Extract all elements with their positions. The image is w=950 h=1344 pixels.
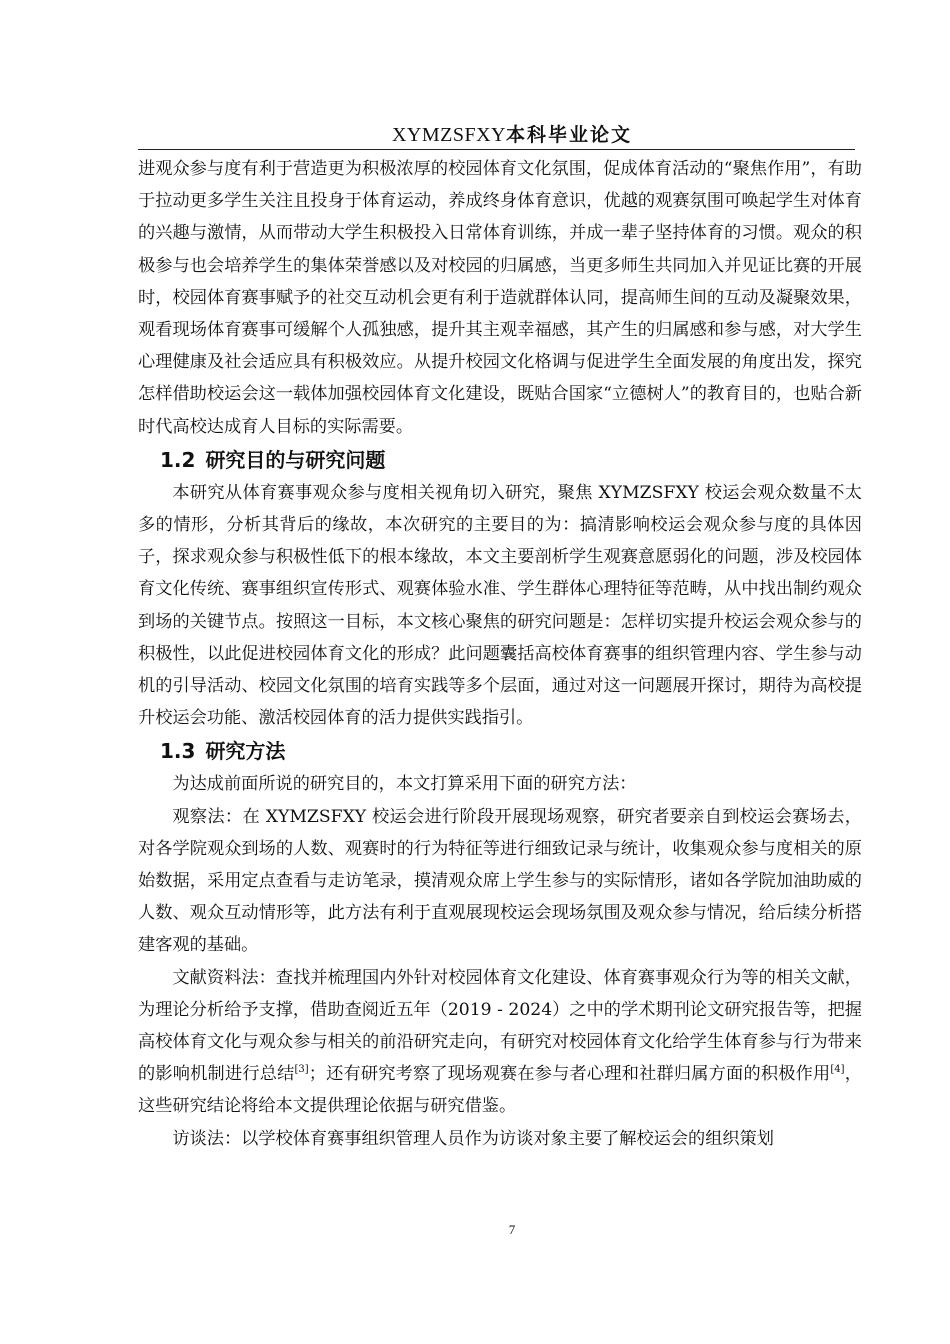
paragraph-methods-intro: 为达成前面所说的研究目的，本文打算采用下面的研究方法： (172, 774, 637, 795)
paragraph-interview-method: 访谈法：以学校体育赛事组织管理人员作为访谈对象主要了解校运会的组织策划 (172, 1128, 774, 1149)
section-title: 研究目的与研究问题 (205, 447, 386, 472)
header-title-latin: XYMZSFXY (391, 124, 506, 146)
section-title: 研究方法 (205, 739, 286, 764)
paragraph-research-purpose: 本研究从体育赛事观众参与度相关视角切入研究，聚焦 XYMZSFXY 校运会观众数量不太多的情形，分析其背后的缘故，本次研究的主要目的为：搞清影响校运会观众参与度的具体因子，探求观众参与积极性低下的根本缘故，本文主要剖析学生观赛意愿弱化的问题，涉及校园体育文化传统、赛事组织宣传形式、观赛体验水准、学生群体心理特征等范畴，从中找出制约观众到场的关键节点。按照这一目标，本文核心聚焦的研究问题是：怎样切实提升校运会观众参与的积极性，以此促进校园体育文化的形成？此问题囊括高校体育赛事的组织管理内容、学生参与动机的引导活动、校园文化氛围的培育实践等多个层面，通过对这一问题展开探讨，期待为高校提升校运会功能、激活校园体育的活力提供实践指引。 (138, 482, 862, 729)
paragraph-literature-method (138, 962, 862, 1123)
text-segment: ，这些研究结论将给本文提供理论依据与研究借鉴。 (138, 1064, 862, 1117)
section-number: 1.2 (160, 447, 196, 472)
page-header (0, 120, 950, 147)
body-text (138, 153, 862, 1155)
citation-ref: [4] (830, 1063, 845, 1075)
paragraph-observation-method: 观察法：在 XYMZSFXY 校运会进行阶段开展现场观察，研究者要亲自到校运会赛场去，对各学院观众到场的人数、观赛时的行为特征等进行细致记录与统计，收集观众参与度相关的原始数据，采用定点查看与走访笔录，摸清观众席上学生参与的实际情形，诸如各学院加油助威的人数、观众互动情形等，此方法有利于直观展现校运会现场氛围及观众参与情况，给后续分析搭建客观的基础。 (138, 806, 862, 956)
section-number: 1.3 (160, 739, 196, 764)
header-title-cn: 本科毕业论文 (506, 124, 633, 146)
section-heading-1-2 (160, 443, 862, 477)
header-divider (138, 149, 855, 150)
page-number: 7 (508, 1222, 516, 1237)
citation-ref: [3] (294, 1063, 309, 1075)
text-segment: ；还有研究考察了现场观赛在参与者心理和社群归属方面的积极作用 (308, 1064, 831, 1085)
paragraph-continued: 进观众参与度有利于营造更为积极浓厚的校园体育文化氛围，促成体育活动的“聚焦作用”，有助于拉动更多学生关注且投身于体育运动，养成终身体育意识，优越的观赛氛围可唤起学生对体育的兴趣与激情，从而带动大学生积极投入日常体育训练，并成一辈子坚持体育的习惯。观众的积极参与也会培养学生的集体荣誉感以及对校园的归属感，当更多师生共同加入并见证比赛的开展时，校园体育赛事赋予的社交互动机会更有利于造就群体认同，提高师生间的互动及凝聚效果，观看现场体育赛事可缓解个人孤独感，提升其主观幸福感，其产生的归属感和参与感，对大学生心理健康及社会适应具有积极效应。从提升校园文化格调与促进学生全面发展的角度出发，探究怎样借助校运会这一载体加强校园体育文化建设，既贴合国家“立德树人”的教育目的，也贴合新时代高校达成育人目标的实际需要。 (138, 159, 862, 437)
section-heading-1-3 (160, 734, 862, 768)
text-segment: 文献资料法：查找并梳理国内外针对校园体育文化建设、体育赛事观众行为等的相关文献，为理论分析给予支撑，借助查阅近五年（2019 - 2024）之中的学术期刊论文研究报告等，把握高校体育文化与观众参与相关的前沿研究走向，有研究对校园体育文化给学生体育参与行为带来的影响机制进行总结 (138, 967, 862, 1085)
